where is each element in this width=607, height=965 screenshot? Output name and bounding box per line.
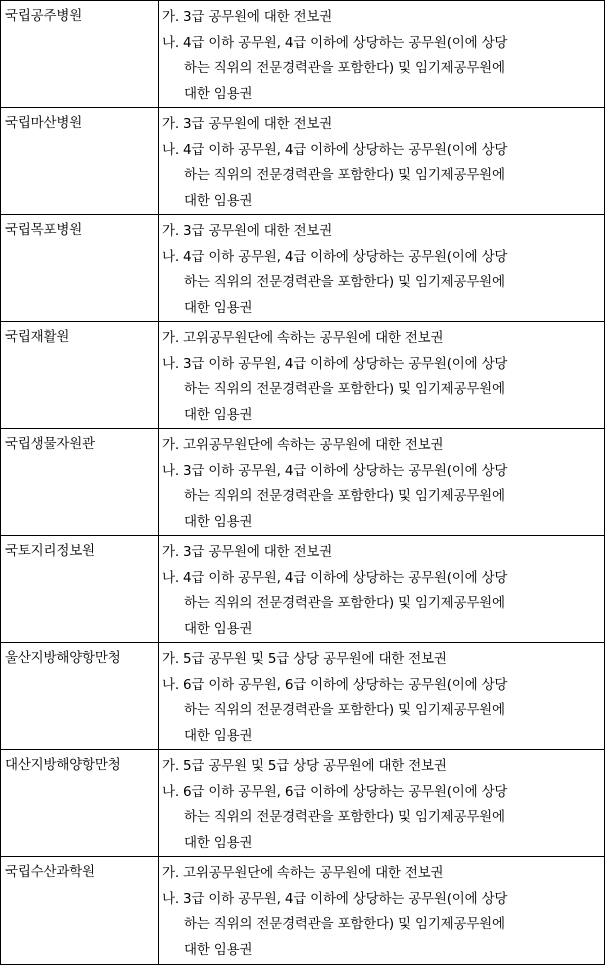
authority-cell xyxy=(159,536,605,643)
table-row xyxy=(1,429,605,536)
table-row xyxy=(1,643,605,750)
authority-item-b-line: 대한 임용권 xyxy=(184,513,253,530)
authority-cell xyxy=(159,429,605,536)
org-name: 대산지방해양항만청 xyxy=(5,757,121,773)
org-cell xyxy=(1,215,159,322)
authority-item-b-line: 대한 임용권 xyxy=(184,85,253,102)
authority-item-a: 가. 5급 공무원 및 5급 상당 공무원에 대한 전보권 xyxy=(162,758,447,774)
delegation-table-body xyxy=(1,1,605,965)
org-cell xyxy=(1,108,159,215)
authority-item-a: 가. 3급 공무원에 대한 전보권 xyxy=(162,116,333,132)
authority-item-b-line: 나. 3급 이하 공무원, 4급 이하에 상당하는 공무원(이에 상당 xyxy=(162,890,508,907)
table-row xyxy=(1,857,605,965)
org-cell xyxy=(1,536,159,643)
table-row xyxy=(1,108,605,215)
org-cell xyxy=(1,750,159,857)
authority-item-a: 가. 3급 공무원에 대한 전보권 xyxy=(162,544,333,560)
authority-item-b-line: 나. 6급 이하 공무원, 6급 이하에 상당하는 공무원(이에 상당 xyxy=(162,676,508,693)
org-name: 국립수산과학원 xyxy=(5,864,95,880)
authority-item-a: 가. 3급 공무원에 대한 전보권 xyxy=(162,223,333,239)
authority-item-b-line: 하는 직위의 전문경력관을 포함한다) 및 임기제공무원에 xyxy=(184,381,505,397)
authority-item-b-line: 하는 직위의 전문경력관을 포함한다) 및 임기제공무원에 xyxy=(184,488,505,504)
authority-item-b-line: 대한 임용권 xyxy=(184,727,253,744)
authority-item-a: 가. 고위공무원단에 속하는 공무원에 대한 전보권 xyxy=(162,437,444,453)
authority-item-a: 가. 고위공무원단에 속하는 공무원에 대한 전보권 xyxy=(162,330,444,346)
authority-item-b-line: 나. 6급 이하 공무원, 6급 이하에 상당하는 공무원(이에 상당 xyxy=(162,783,508,800)
authority-item-b-line: 나. 4급 이하 공무원, 4급 이하에 상당하는 공무원(이에 상당 xyxy=(162,141,508,158)
org-cell xyxy=(1,643,159,750)
authority-cell xyxy=(159,215,605,322)
authority-item-b-line: 나. 3급 이하 공무원, 4급 이하에 상당하는 공무원(이에 상당 xyxy=(162,355,508,372)
org-name: 울산지방해양항만청 xyxy=(5,650,121,666)
authority-cell xyxy=(159,1,605,108)
table-row xyxy=(1,750,605,857)
org-cell xyxy=(1,322,159,429)
authority-item-b-line: 하는 직위의 전문경력관을 포함한다) 및 임기제공무원에 xyxy=(184,809,505,825)
authority-item-b-line: 하는 직위의 전문경력관을 포함한다) 및 임기제공무원에 xyxy=(184,702,505,718)
org-name: 국립목포병원 xyxy=(5,222,83,238)
authority-item-b-line: 대한 임용권 xyxy=(184,192,253,209)
table-row xyxy=(1,322,605,429)
authority-item-b-line: 하는 직위의 전문경력관을 포함한다) 및 임기제공무원에 xyxy=(184,595,505,611)
org-cell xyxy=(1,1,159,108)
org-name: 국립마산병원 xyxy=(5,115,83,131)
authority-item-b-line: 대한 임용권 xyxy=(184,299,253,316)
authority-item-b-line: 나. 4급 이하 공무원, 4급 이하에 상당하는 공무원(이에 상당 xyxy=(162,248,508,265)
authority-item-b-line: 대한 임용권 xyxy=(184,834,253,851)
authority-item-b-line: 하는 직위의 전문경력관을 포함한다) 및 임기제공무원에 xyxy=(184,167,505,183)
authority-item-b-line: 하는 직위의 전문경력관을 포함한다) 및 임기제공무원에 xyxy=(184,274,505,290)
org-cell xyxy=(1,857,159,965)
org-name: 국립생물자원관 xyxy=(5,436,95,452)
authority-item-a: 가. 고위공무원단에 속하는 공무원에 대한 전보권 xyxy=(162,865,444,881)
authority-item-b-line: 대한 임용권 xyxy=(184,941,253,958)
authority-cell xyxy=(159,857,605,965)
authority-item-b-line: 대한 임용권 xyxy=(184,406,253,423)
authority-item-b-line: 대한 임용권 xyxy=(184,620,253,637)
org-name: 국립재활원 xyxy=(5,329,70,345)
org-name: 국립공주병원 xyxy=(5,8,83,24)
org-cell xyxy=(1,429,159,536)
table-row xyxy=(1,1,605,108)
authority-cell xyxy=(159,643,605,750)
authority-cell xyxy=(159,108,605,215)
authority-item-a: 가. 3급 공무원에 대한 전보권 xyxy=(162,9,333,25)
authority-item-a: 가. 5급 공무원 및 5급 상당 공무원에 대한 전보권 xyxy=(162,651,447,667)
authority-cell xyxy=(159,322,605,429)
authority-item-b-line: 나. 4급 이하 공무원, 4급 이하에 상당하는 공무원(이에 상당 xyxy=(162,569,508,586)
authority-cell xyxy=(159,750,605,857)
authority-item-b-line: 나. 3급 이하 공무원, 4급 이하에 상당하는 공무원(이에 상당 xyxy=(162,462,508,479)
authority-item-b-line: 하는 직위의 전문경력관을 포함한다) 및 임기제공무원에 xyxy=(184,60,505,76)
table-row xyxy=(1,215,605,322)
org-name: 국토지리정보원 xyxy=(5,543,95,559)
authority-item-b-line: 하는 직위의 전문경력관을 포함한다) 및 임기제공무원에 xyxy=(184,916,505,932)
table-row xyxy=(1,536,605,643)
authority-item-b-line: 나. 4급 이하 공무원, 4급 이하에 상당하는 공무원(이에 상당 xyxy=(162,34,508,51)
